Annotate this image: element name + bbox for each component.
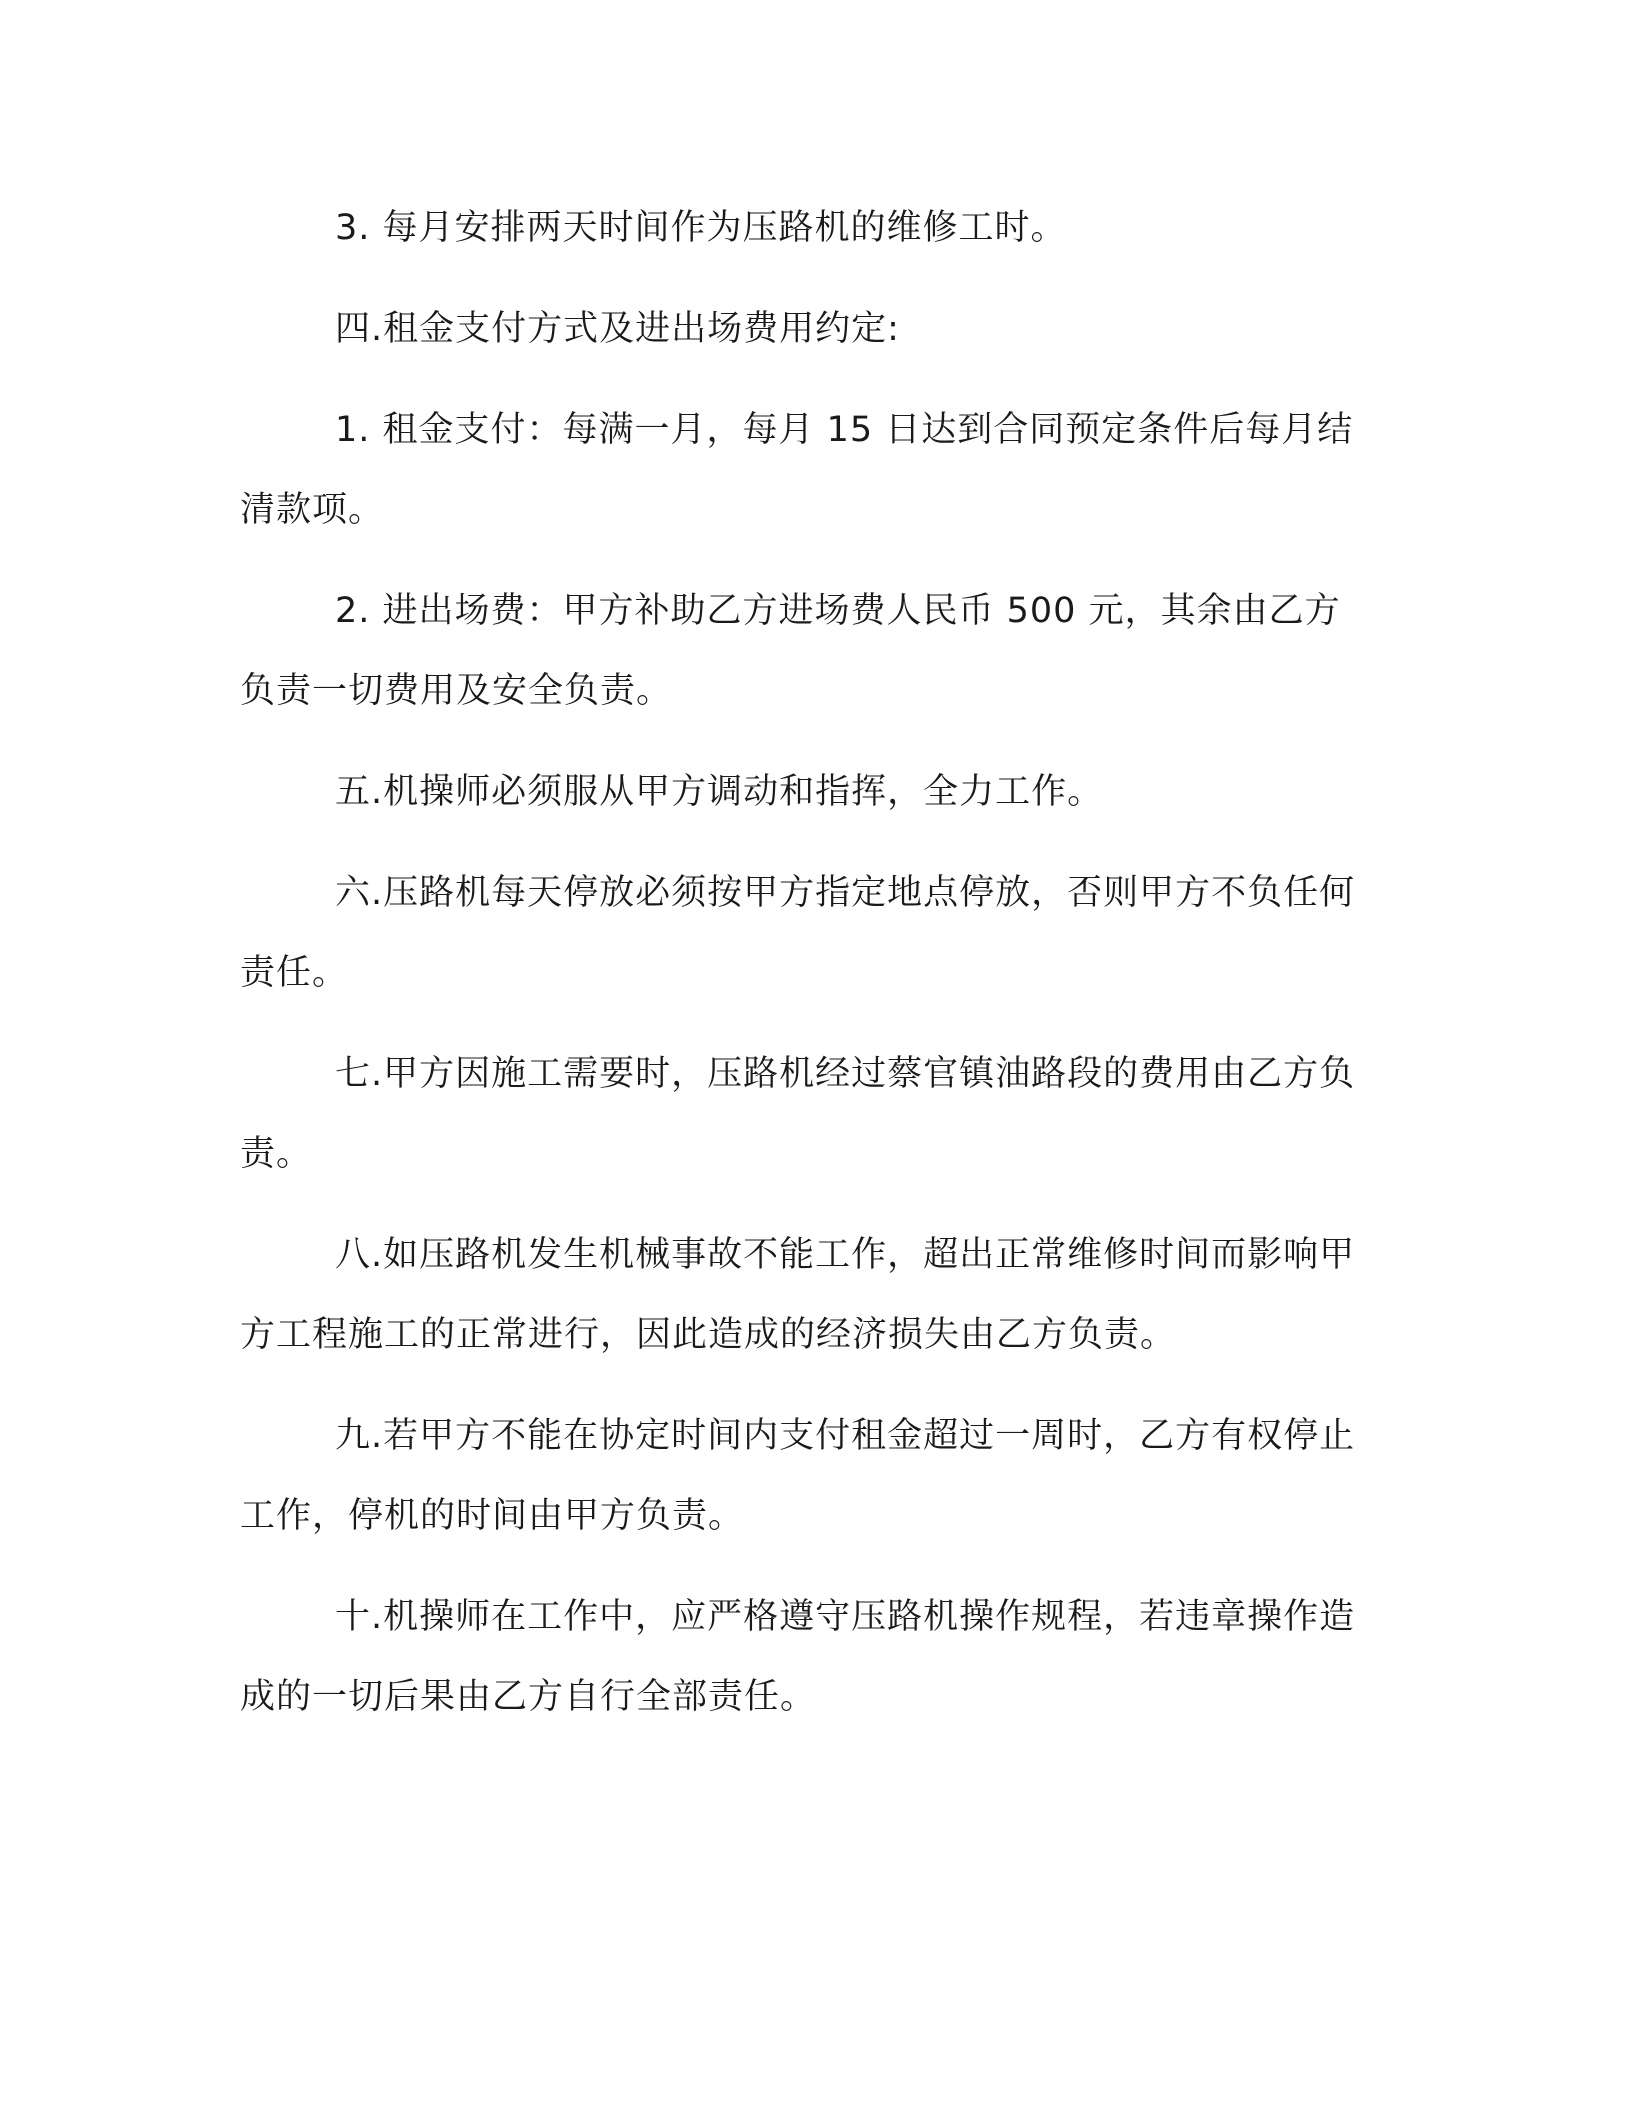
paragraph-clause-6: 六.压路机每天停放必须按甲方指定地点停放，否则甲方不负任何责任。 (240, 873, 1356, 993)
paragraph-maintenance-time: 3. 每月安排两天时间作为压路机的维修工时。 (335, 208, 1067, 248)
paragraph-clause-9: 九.若甲方不能在协定时间内支付租金超过一周时，乙方有权停止工作，停机的时间由甲方负责。 (240, 1416, 1356, 1536)
paragraph-clause-7: 七.甲方因施工需要时，压路机经过蔡官镇油路段的费用由乙方负责。 (240, 1054, 1356, 1174)
section-heading-rent-payment: 四.租金支付方式及进出场费用约定: (335, 309, 900, 349)
paragraph-clause-10: 十.机操师在工作中，应严格遵守压路机操作规程，若违章操作造成的一切后果由乙方自行全部责任。 (240, 1597, 1356, 1717)
document-body (240, 188, 1375, 1758)
paragraph-clause-5: 五.机操师必须服从甲方调动和指挥，全力工作。 (335, 772, 1104, 812)
paragraph-clause-8: 八.如压路机发生机械事故不能工作，超出正常维修时间而影响甲方工程施工的正常进行，因此造成的经济损失由乙方负责。 (240, 1235, 1356, 1355)
paragraph-entry-exit-fee: 2. 进出场费：甲方补助乙方进场费人民币 500 元，其余由乙方负责一切费用及安全负责。 (240, 591, 1341, 711)
paragraph-rent-payment: 1. 租金支付：每满一月，每月 15 日达到合同预定条件后每月结清款项。 (240, 410, 1354, 530)
